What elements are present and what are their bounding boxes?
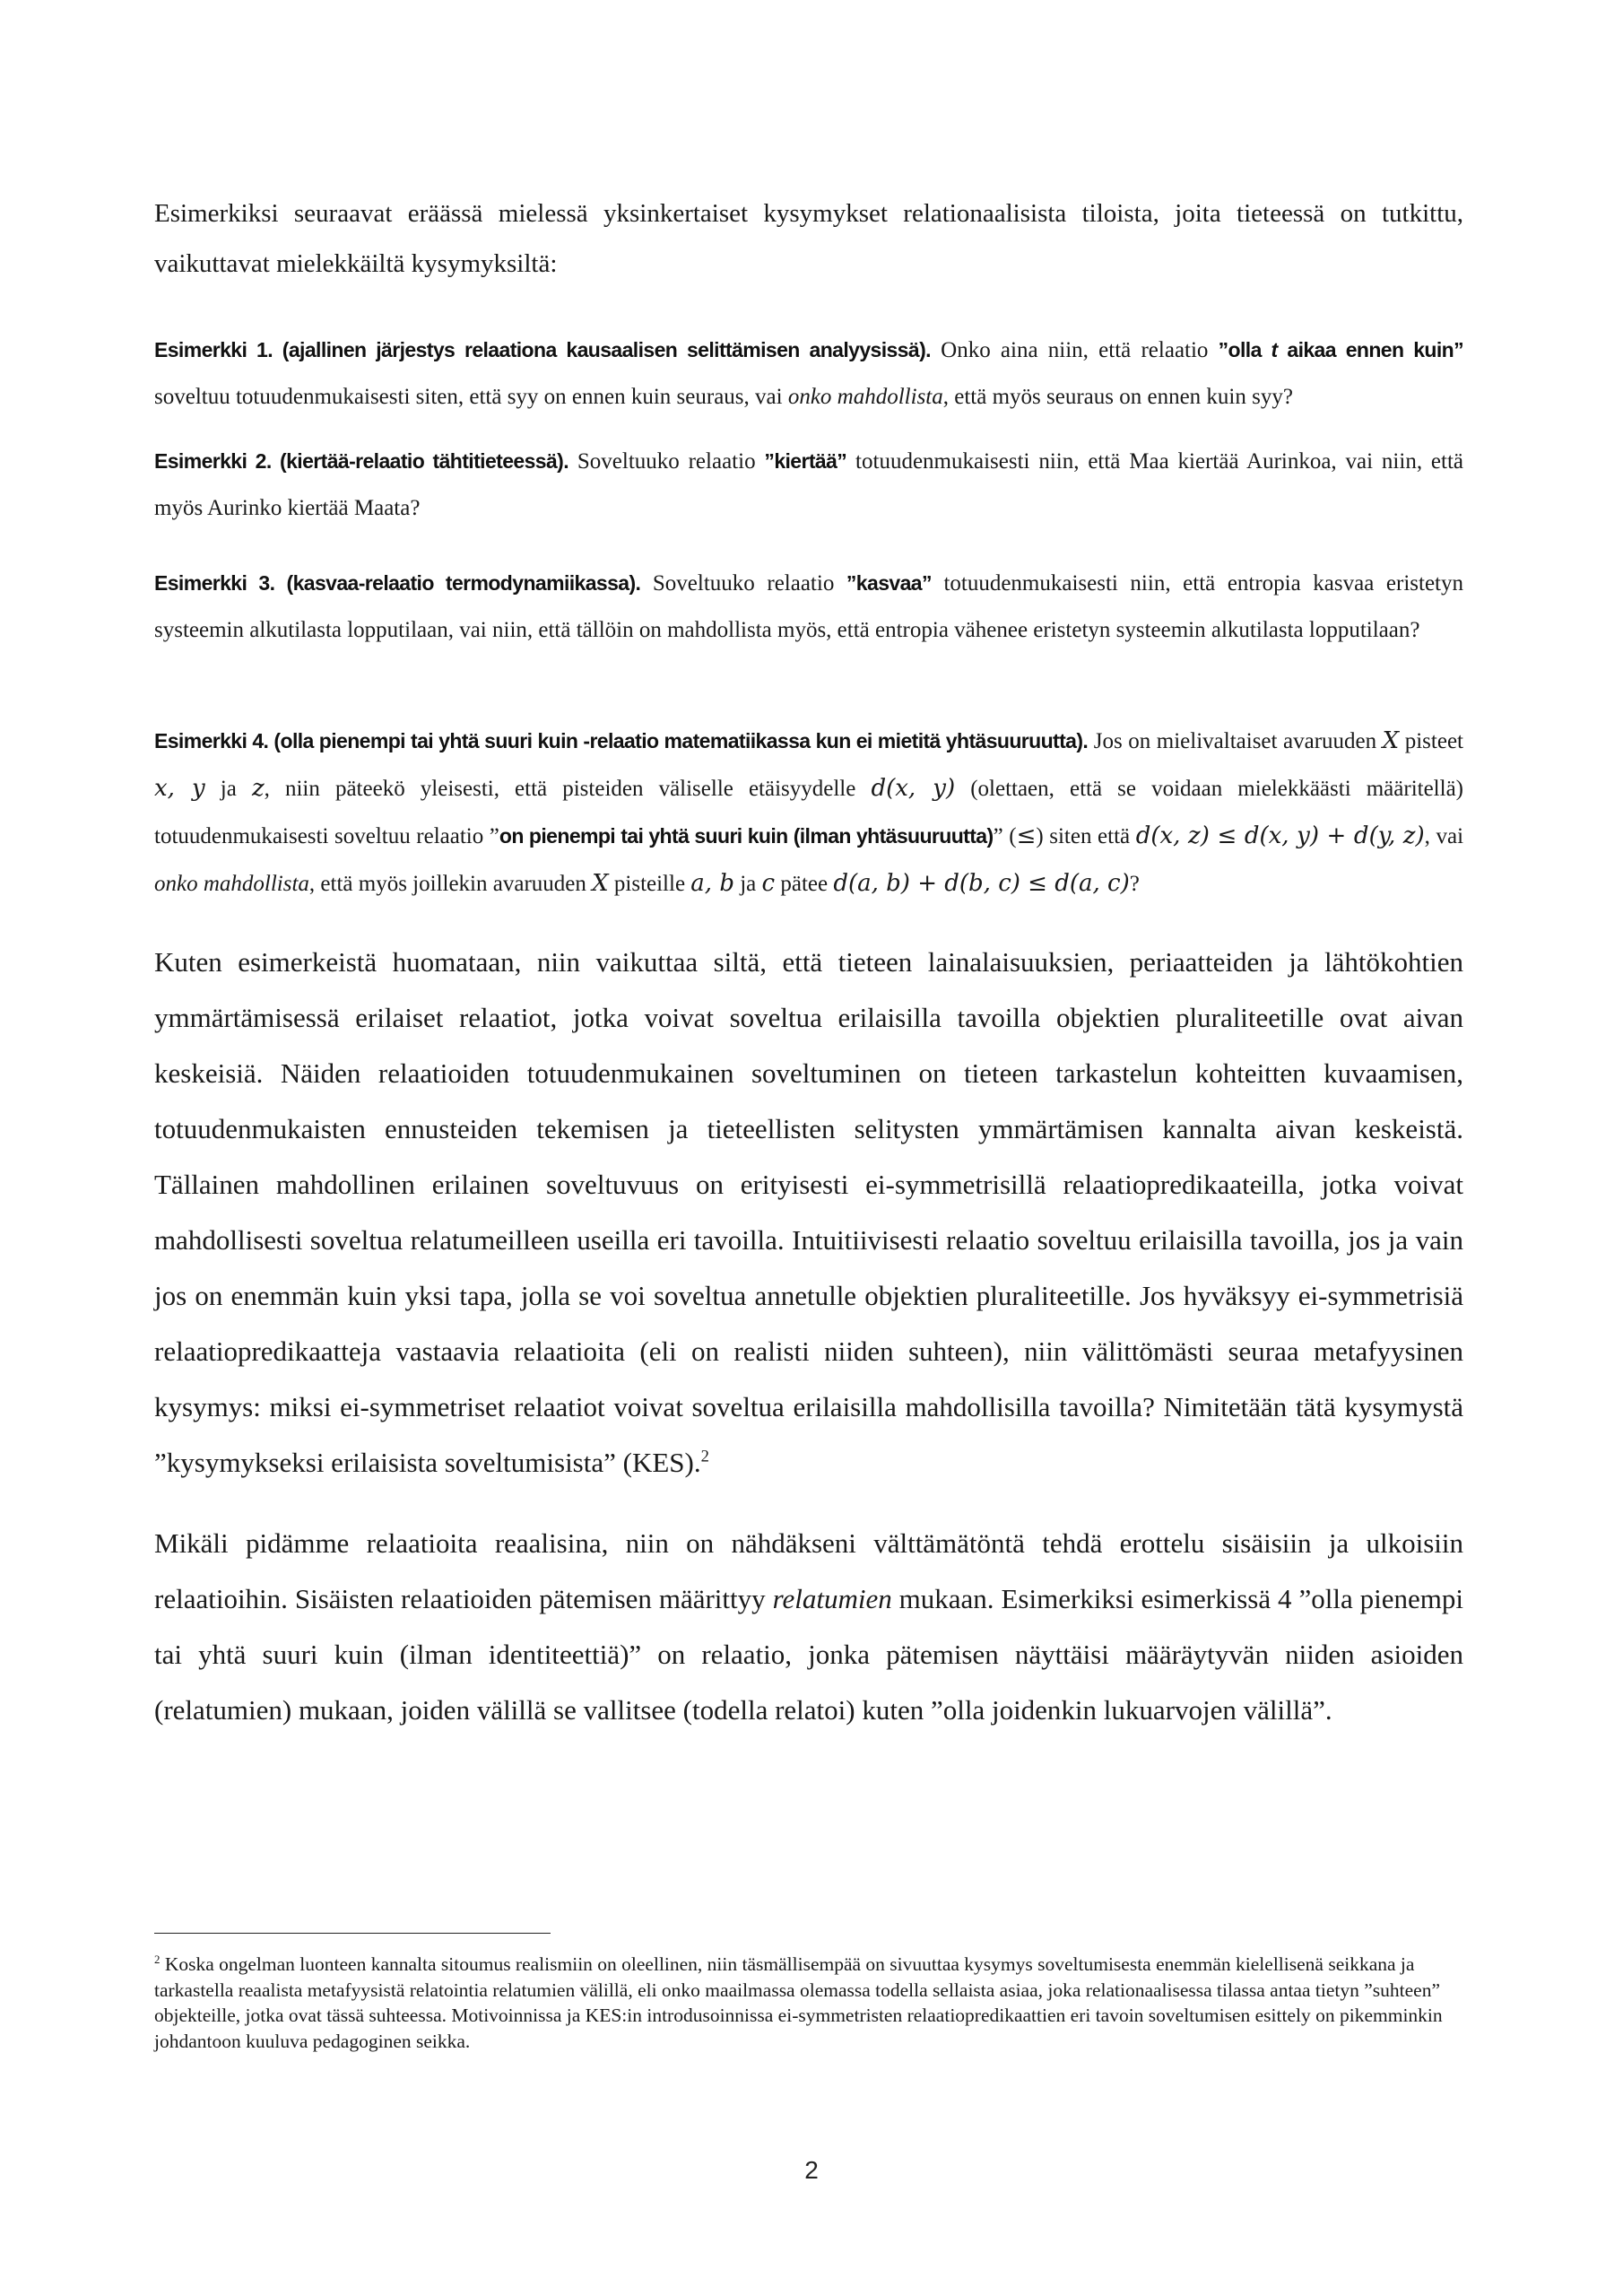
example-4-emphasis: onko mahdollista [154, 872, 309, 896]
example-4-text-11: ja [733, 872, 762, 896]
footnote-reference[interactable]: 2 [700, 1447, 709, 1466]
example-1-text-a: Onko aina niin, että relaatio [930, 338, 1219, 362]
math-c: c [761, 870, 776, 897]
page-number: 2 [804, 2156, 819, 2184]
math-a-b: a, b [690, 870, 734, 897]
example-4-text-8: , vai [1424, 824, 1464, 848]
body-paragraph-1 [154, 935, 1463, 1491]
math-d-x-y: d(x, y) [871, 775, 956, 802]
example-4-text-10: pisteille [608, 872, 691, 896]
math-X-2: X [592, 870, 609, 897]
relation-open: ”olla [1218, 338, 1271, 361]
relation-close: aikaa ennen kuin” [1277, 338, 1463, 361]
body-paragraph-2-text-a: Mikäli pidämme relaatioita reaalisina, niin on nähdäkseni välttämätöntä tehdä erottelu sisäisiin ja ulkoisiin relaatioihin. Sisäisten relaatioiden pätemisen määrittyy [154, 1527, 1463, 1614]
body-paragraph-1-text: Kuten esimerkeistä huomataan, niin vaikuttaa siltä, että tieteen lainalaisuuksien, periaatteiden ja lähtökohtien ymmärtämisessä erilaiset relaatiot, jotka voivat soveltua erilaisilla tavoilla objektien pluraliteetille ovat aivan keskeisiä. Näiden relaatioiden totuudenmukainen soveltuminen on tieteen tarkastelun kohteitten kuvaamisen, totuudenmukaisten ennusteiden tekemisen ja tieteellisten selitysten ymmärtämisen kannalta aivan keskeistä. Tällainen mahdollinen erilainen soveltuvuus on erityisesti ei-symmetrisillä relaatiopredikaateilla, jotka voivat mahdollisesti soveltua relatumeilleen useilla eri tavoilla. Intuitiivisesti relaatio soveltuu erilaisilla tavoilla, jos ja vain jos on enemmän kuin yksi tapa, jolla se voi soveltua annetulle objektien pluraliteetille. Jos hyväksyy ei-symmetrisiä relaatiopredikaatteja vastaavia relaatioita (eli on realisti niiden suhteen), niin välittömästi seuraa metafyysinen kysymys: miksi ei-symmetriset relaatiot voivat soveltua erilaisilla mahdollisilla tavoilla? Nimitetään tätä kysymystä ”kysymykseksi erilaisista soveltumisista” (KES). [154, 946, 1463, 1478]
math-le: ≤ [1016, 822, 1037, 849]
math-inequality-2: d(a, b) + d(b, c) ≤ d(a, c) [833, 870, 1130, 897]
footnote [154, 1952, 1463, 2054]
example-4-relation: on pienempi tai yhtä suuri kuin (ilman yhtäsuuruutta) [499, 824, 994, 848]
example-1 [154, 326, 1463, 421]
example-1-text-b: soveltuu totuudenmukaisesti siten, että syy on ennen kuin seuraus, vai [154, 385, 788, 409]
example-4-text-1: Jos on mielivaltaiset avaruuden [1088, 729, 1383, 753]
example-1-relation [1219, 338, 1463, 361]
example-1-text-c: , että myös seuraus on ennen kuin syy? [942, 385, 1293, 409]
example-3-label: Esimerkki 3. (kasvaa-relaatio termodynamiikassa). [154, 571, 641, 595]
example-3-text-b: totuudenmukaisesti niin, että entropia kasvaa eristetyn systeemin alkutilasta lopputilaan, vai niin, että tällöin on mahdollista myös, että entropia vähenee eristetyn systeemin alkutilasta lopputilaan? [154, 571, 1463, 642]
math-X: X [1382, 727, 1400, 754]
body-paragraph-2 [154, 1516, 1463, 1738]
footnote-text: Koska ongelman luonteen kannalta sitoumus realismiin on oleellinen, niin täsmällisempää on sivuuttaa kysymys soveltumisesta enemmän kielellisenä seikkana ja tarkastella reaalista metafyysistä relatointia relatumien välillä, eli onko maailmassa olemassa todella sellaista asiaa, joka relationaalisessa tilassa antaa tietyn ”suhteen” objekteille, jotka ovat tässä suhteessa. Motivoinnissa ja KES:in introdusoinnissa ei-symmetristen relaatiopredikaattien eri tavoin soveltumisen esittely on pikemminkin johdantoon kuuluva pedagoginen seikka. [154, 1953, 1443, 2052]
example-3-text-a: Soveltuuko relaatio [640, 571, 846, 596]
example-4-text-9: , että myös joillekin avaruuden [308, 872, 593, 896]
math-x-y: x, y [154, 775, 205, 802]
example-4-text-7: ) siten että [1036, 824, 1136, 848]
example-4-text-12: pätee [775, 872, 834, 896]
footnote-marker: 2 [154, 1952, 161, 1966]
example-2-label: Esimerkki 2. (kiertää-relaatio tähtitieteessä). [154, 449, 569, 473]
example-4 [154, 718, 1463, 908]
intro-paragraph [154, 188, 1463, 289]
body-paragraph-2-emphasis: relatumien [772, 1583, 892, 1614]
example-3-relation: ”kasvaa” [846, 571, 932, 595]
example-4-label: Esimerkki 4. (olla pienempi tai yhtä suuri kuin -relaatio matematiikassa kun ei mietitä yhtäsuuruutta). [154, 729, 1089, 752]
math-z: z [251, 775, 265, 802]
intro-text: Esimerkiksi seuraavat eräässä mielessä yksinkertaiset kysymykset relationaalisista tiloista, joita tieteessä on tutkittu, vaikuttavat mielekkäiltä kysymyksiltä: [154, 199, 1463, 278]
example-4-text-4: , niin päteekö yleisesti, että pisteiden väliselle etäisyydelle [264, 777, 872, 801]
body-paragraph-2-text-b: mukaan. Esimerkiksi esimerkissä 4 ”olla pienempi tai yhtä suuri kuin (ilman identiteettiä)” on relaatio, jonka pätemisen näyttäisi määräytyvän niiden asioiden (relatumien) mukaan, joiden välillä se vallitsee (todella relatoi) kuten ”olla joidenkin lukuarvojen välillä”. [154, 1583, 1463, 1726]
example-1-label: Esimerkki 1. (ajallinen järjestys relaationa kausaalisen selittämisen analyysissä). [154, 338, 931, 361]
example-2 [154, 438, 1463, 532]
example-4-text-13: ? [1129, 872, 1140, 896]
example-2-relation: ”kiertää” [764, 449, 847, 473]
example-4-text-3: ja [204, 777, 252, 801]
math-inequality-1: d(x, z) ≤ d(x, y) + d(y, z) [1135, 822, 1425, 849]
relation-variable: t [1271, 338, 1278, 361]
example-4-text-6: ” ( [993, 824, 1017, 848]
example-1-emphasis: onko mahdollista [787, 385, 943, 409]
footnote-divider [154, 1933, 551, 1934]
example-4-text-2: pisteet [1399, 729, 1463, 753]
example-3 [154, 560, 1463, 654]
example-4-text-5: (olettaen, että se voidaan mielekkäästi määritellä) totuudenmukaisesti soveltuu relaatio ” [154, 777, 1463, 848]
example-2-text-b: totuudenmukaisesti niin, että Maa kiertää Aurinkoa, vai niin, että myös Aurinko kiertää Maata? [154, 449, 1464, 520]
example-2-text-a: Soveltuuko relaatio [568, 449, 765, 474]
